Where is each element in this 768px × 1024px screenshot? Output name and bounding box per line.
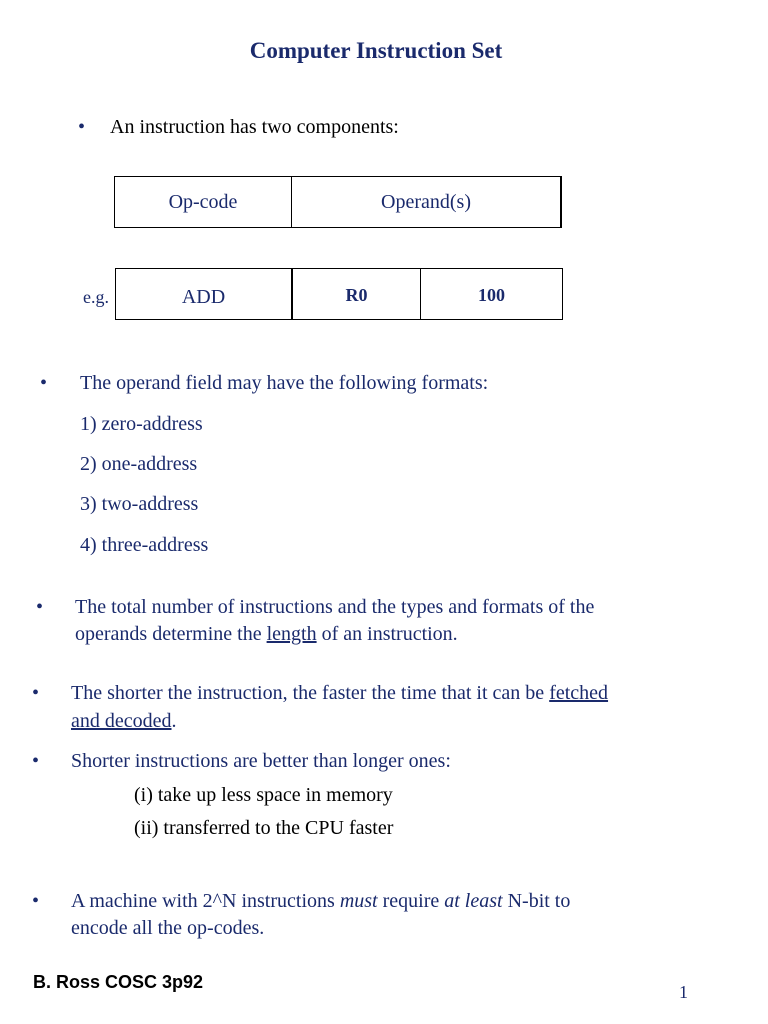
shorter-bullet-item: (ii) transferred to the CPU faster xyxy=(134,817,394,839)
fetch-bullet-post: . xyxy=(171,710,177,732)
bullet-marker: • xyxy=(32,750,40,772)
fetched-term: fetched xyxy=(549,682,609,704)
decoded-term: and decoded xyxy=(71,710,172,732)
bullet-marker: • xyxy=(36,596,44,618)
length-bullet-post: of an instruction. xyxy=(316,623,458,645)
bullet-marker: • xyxy=(78,116,86,138)
page-title: Computer Instruction Set xyxy=(249,38,503,63)
bullet-marker: • xyxy=(40,372,48,394)
bullet-marker: • xyxy=(32,890,40,912)
intro-text: An instruction has two components: xyxy=(110,116,399,138)
opcode-cell-label: Op-code xyxy=(168,190,238,213)
fetch-bullet-line2 xyxy=(71,710,177,733)
operand-format-item: 4) three-address xyxy=(80,534,209,556)
length-bullet-line2 xyxy=(75,623,458,646)
example-value-cell xyxy=(420,268,563,320)
machine-bullet-line1 xyxy=(71,890,570,913)
fetch-bullet-line1 xyxy=(71,682,608,705)
bullet-marker: • xyxy=(32,682,40,704)
operand-formats-lead: The operand field may have the following formats: xyxy=(80,372,489,394)
example-register-cell xyxy=(292,268,421,320)
machine-bullet-post: N-bit to xyxy=(502,890,571,912)
example-opcode-cell xyxy=(115,268,293,320)
at-least-emphasis: at least xyxy=(444,890,503,912)
page-number: 1 xyxy=(679,982,688,1002)
machine-bullet-mid: require xyxy=(377,890,445,912)
example-opcode: ADD xyxy=(181,285,226,308)
operands-cell xyxy=(291,176,562,228)
opcode-cell xyxy=(114,176,292,228)
shorter-bullet-item: (i) take up less space in memory xyxy=(134,784,393,806)
must-emphasis: must xyxy=(339,890,378,912)
operand-format-item: 1) zero-address xyxy=(80,413,203,435)
footer-author: B. Ross COSC 3p92 xyxy=(33,972,204,992)
example-register: R0 xyxy=(345,285,368,305)
machine-bullet-pre: A machine with 2^N instructions xyxy=(71,890,340,912)
fetch-bullet-pre: The shorter the instruction, the faster the time that it can be xyxy=(71,682,550,704)
shorter-bullet-lead: Shorter instructions are better than longer ones: xyxy=(71,750,451,772)
operand-format-item: 3) two-address xyxy=(80,493,199,515)
length-bullet-pre: operands determine the xyxy=(75,623,267,645)
length-bullet-line1: The total number of instructions and the types and formats of the xyxy=(75,596,595,618)
example-value: 100 xyxy=(478,285,505,305)
example-label: e.g. xyxy=(83,287,109,307)
machine-bullet-line2: encode all the op-codes. xyxy=(71,917,265,939)
operand-format-item: 2) one-address xyxy=(80,453,198,475)
length-term: length xyxy=(266,623,317,645)
operands-cell-label: Operand(s) xyxy=(381,190,471,213)
